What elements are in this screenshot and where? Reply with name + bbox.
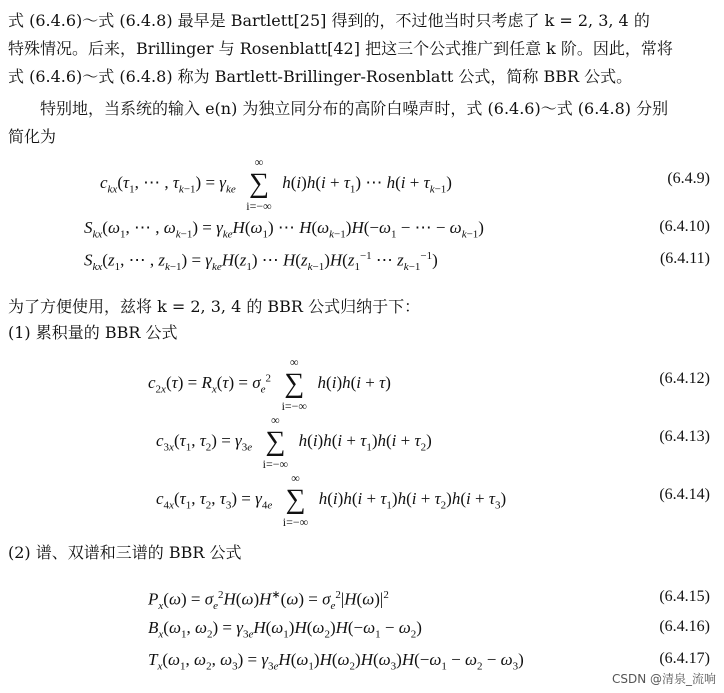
paragraph-line: 特别地，当系统的输入 e(n) 为独立同分布的高阶白噪声时，式 (6.4.6)～式 (6.4.8) 分别	[40, 99, 669, 118]
paragraph-line: 为了方便使用，兹将 k = 2, 3, 4 的 BBR 公式归纳于下：	[8, 297, 421, 316]
equation-number: (6.4.16)	[659, 618, 710, 635]
equation-number: (6.4.12)	[659, 370, 710, 387]
equation-body: $S_{kx}(z_1$, ⋯ , $z_{k-1}) = \gamma_{ke}H(z_1)$ ⋯ $H(z_{k-1})H(z_1^{-1}$ ⋯ $z_{k-1}^{-1}$)	[84, 250, 438, 274]
equation	[0, 250, 724, 274]
equation-number: (6.4.14)	[659, 486, 710, 503]
equation	[0, 155, 724, 213]
summation-symbol: ∑ ∞ i=−∞	[282, 471, 309, 529]
watermark: CSDN @清泉_流响	[611, 672, 716, 686]
equation-number: (6.4.9)	[667, 170, 710, 187]
equation-body: $c_{4x}(\tau_1$, $\tau_2$, $\tau_3) = \gamma_{4e}$ ∑ ∞ i=−∞ $h(i)h(i + \tau_1)h(i + \tau_2)h(i + \tau_3)$	[156, 471, 507, 529]
equation-body: $c_{kx}(\tau_1$, ⋯ , $\tau_{k-1}) = \gamma_{ke}$ ∑ ∞ i=−∞ $h(i)h(i + \tau_1)$ ⋯ $h(i + \tau_{k-1})$	[100, 155, 452, 213]
equation-number: (6.4.13)	[659, 428, 710, 445]
equation-body: $T_x(\omega_1$, $\omega_2$, $\omega_3) = \gamma_{3e}H(\omega_1)H(\omega_2)H(\omega_3)H(-\omega_1 - \omega_2 - \omega_3)$	[148, 650, 524, 673]
equation-number: (6.4.15)	[659, 588, 710, 605]
summation-symbol: ∑ ∞ i=−∞	[246, 155, 272, 213]
equation-body: $S_{kx}(\omega_1$, ⋯ , $\omega_{k-1}) = \gamma_{ke}H(\omega_1)$ ⋯ $H(\omega_{k-1})H(-\omega_1$ − ⋯ − $\omega_{k-1}$)	[84, 218, 484, 241]
equation	[0, 588, 724, 612]
paragraph-line: 特殊情况。后来，Brillinger 与 Rosenblatt[42] 把这三个公式推广到任意 k 阶。因此，常将	[8, 39, 673, 58]
equation-body: $c_{3x}(\tau_1$, $\tau_2) = \gamma_{3e}$ ∑ ∞ i=−∞ $h(i)h(i + \tau_1)h(i + \tau_2)$	[156, 413, 432, 471]
equation	[0, 355, 724, 413]
equation-body: $P_x(\omega) = \sigma_e^2H(\omega)H^∗(\omega) = \sigma_e^2|H(\omega)|^2$	[148, 589, 389, 613]
equation	[0, 218, 724, 242]
summation-symbol: ∑ ∞ i=−∞	[281, 355, 307, 413]
equation	[0, 471, 724, 529]
summation-symbol: ∑ ∞ i=−∞	[262, 413, 289, 471]
equation-number: (6.4.10)	[659, 218, 710, 235]
paragraph-line: 式 (6.4.6)～式 (6.4.8) 最早是 Bartlett[25] 得到的，不过他当时只考虑了 k = 2, 3, 4 的	[8, 11, 650, 30]
equation	[0, 618, 724, 642]
paragraph-line: 式 (6.4.6)～式 (6.4.8) 称为 Bartlett-Brillinger-Rosenblatt 公式，简称 BBR 公式。	[8, 67, 633, 86]
paragraph-line: 简化为	[8, 127, 57, 146]
section-heading: (2) 谱、双谱和三谱的 BBR 公式	[8, 543, 242, 562]
equation-number: (6.4.11)	[659, 250, 710, 267]
section-heading: (1) 累积量的 BBR 公式	[8, 323, 178, 342]
equation-body: $B_x(\omega_1$, $\omega_2) = \gamma_{3e}H(\omega_1)H(\omega_2)H(-\omega_1 - \omega_2)$	[148, 618, 422, 641]
equation-body: $c_{2x}(\tau) = R_x(\tau) = \sigma_e^2$ ∑ ∞ i=−∞ h(i)h(i + τ)	[148, 355, 391, 413]
equation	[0, 413, 724, 471]
equation-number: (6.4.17)	[659, 650, 710, 667]
